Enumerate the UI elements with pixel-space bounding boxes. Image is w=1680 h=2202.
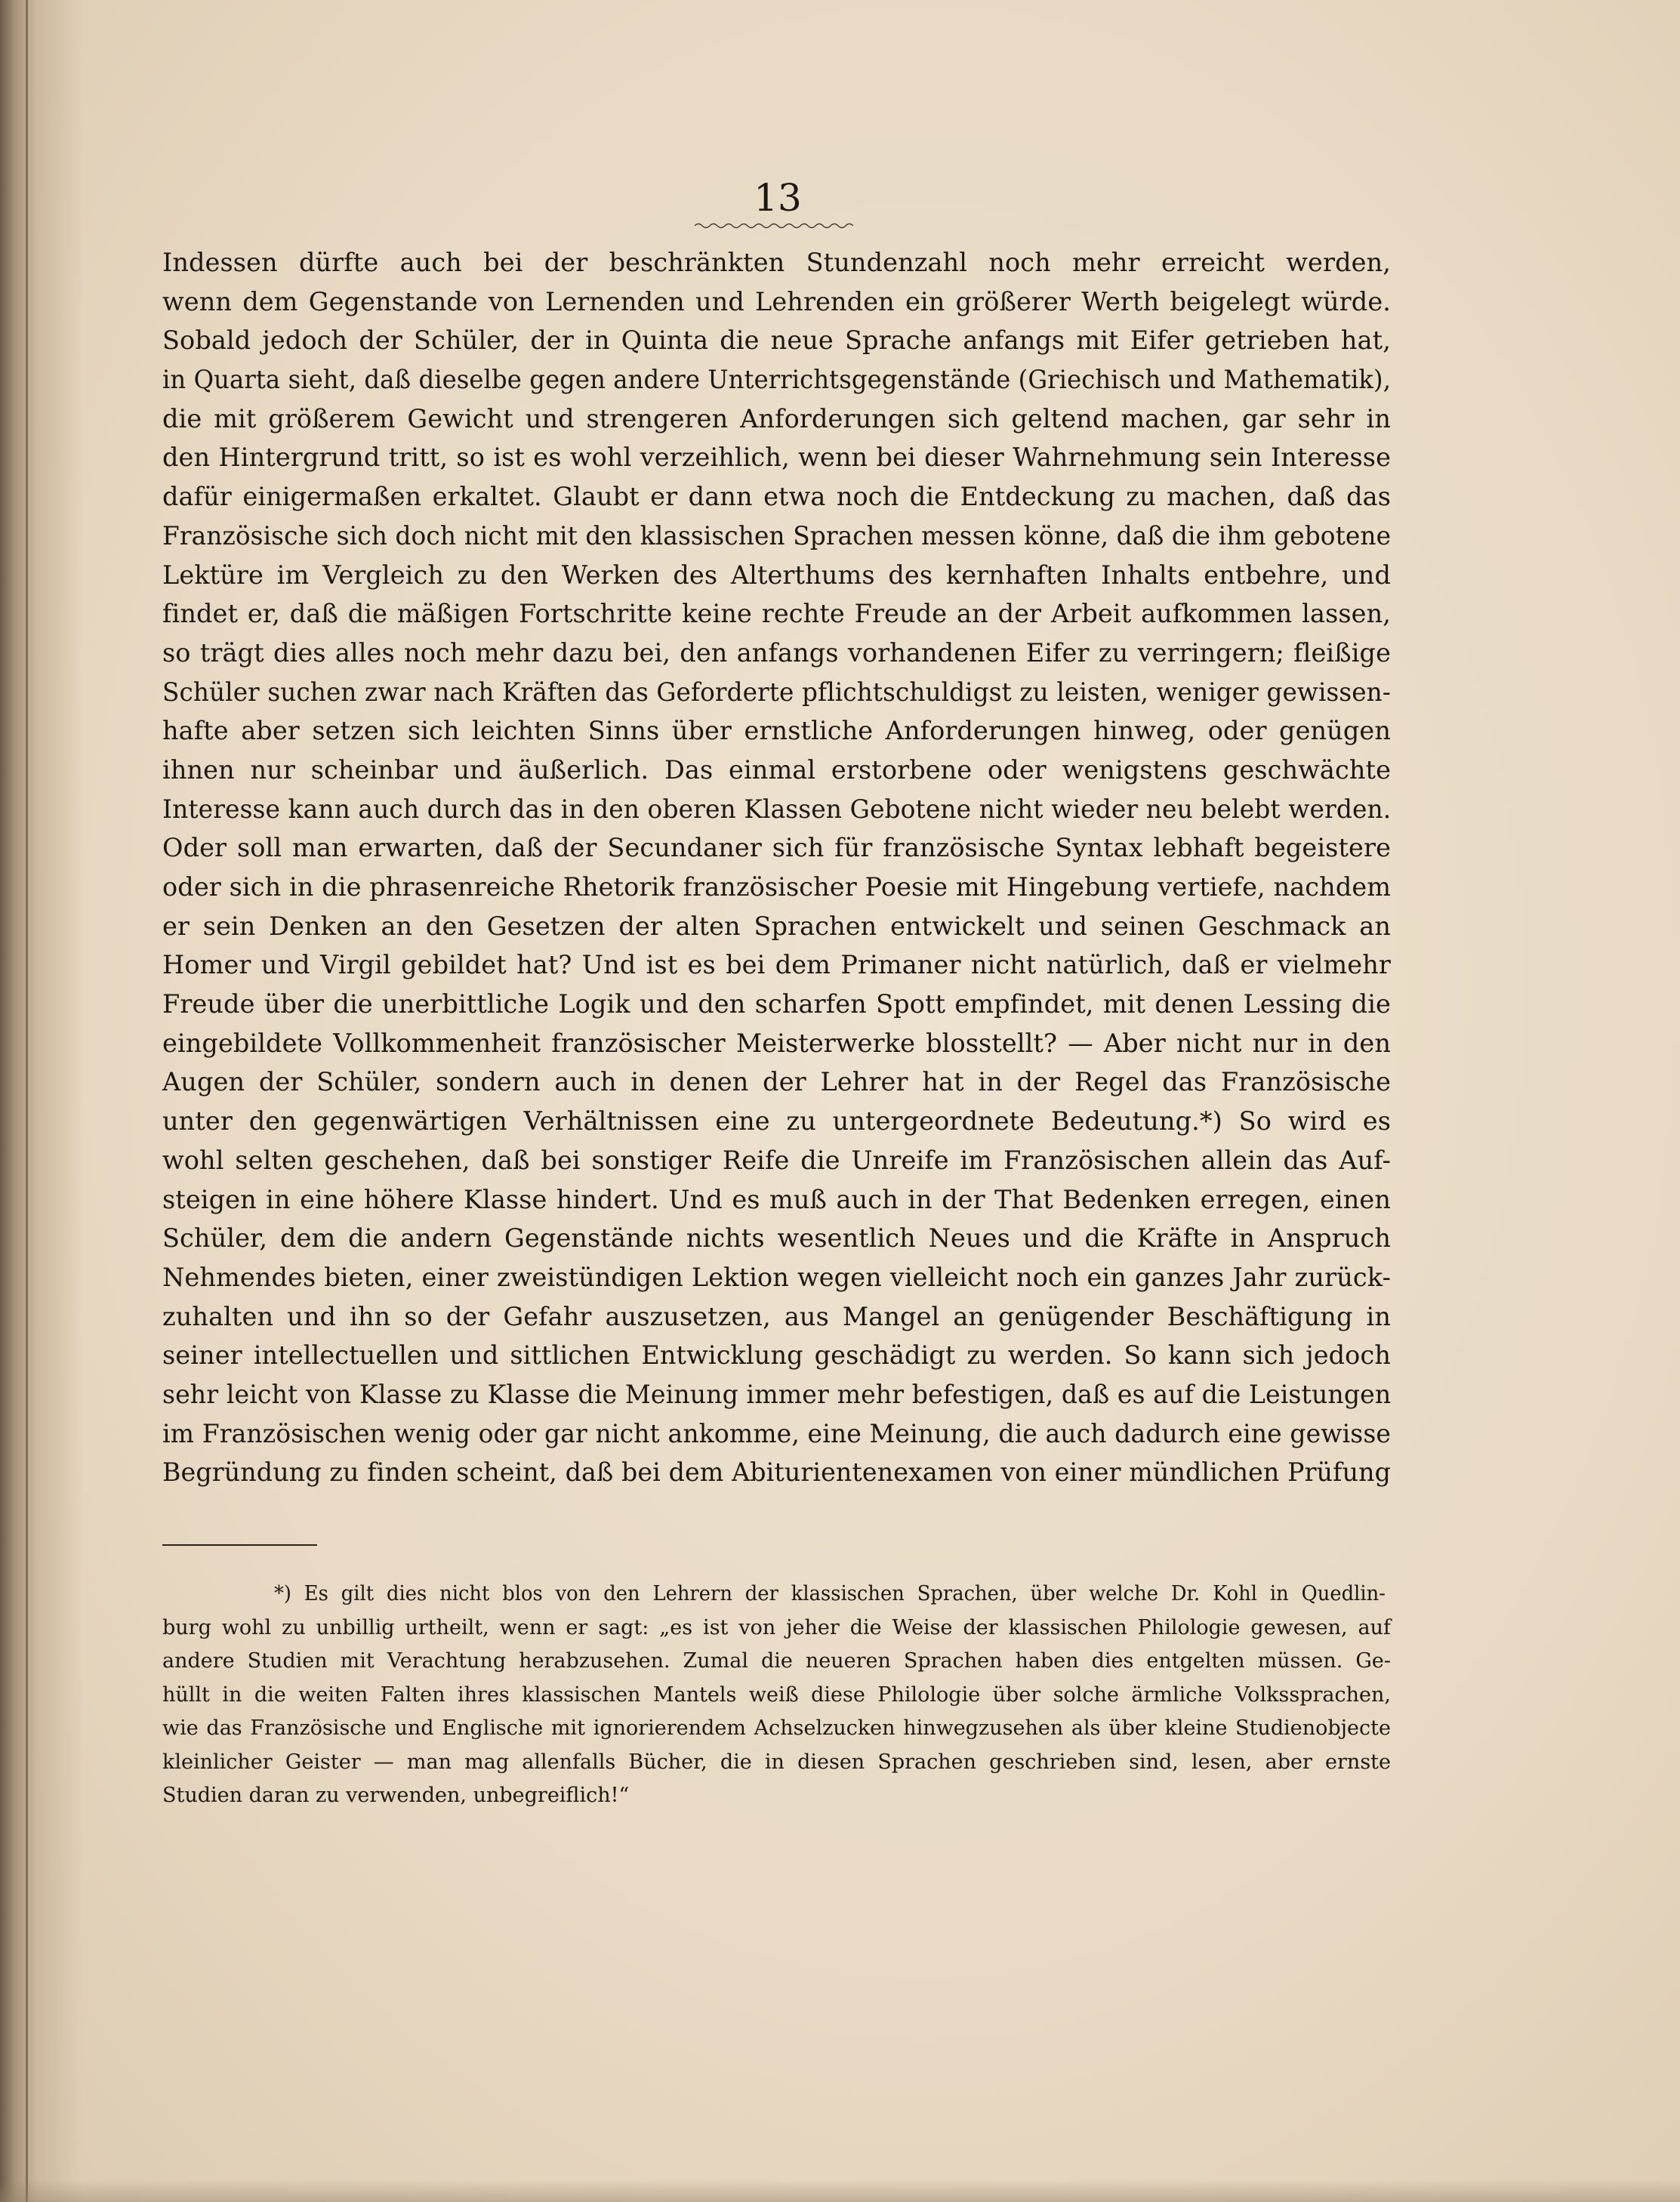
page-bottom-shadow [0, 2179, 1680, 2202]
text-line: den Hintergrund tritt, so ist es wohl verzeihlich, wenn bei dieser Wahrnehmung sein Interesse [162, 443, 1391, 473]
text-line: in Quarta sieht, daß dieselbe gegen andere Unterrichtsgegenstände (Griechisch und Mathematik), [162, 365, 1392, 395]
text-line: Schüler, dem die andern Gegenstände nichts wesentlich Neues und die Kräfte in Anspruch [162, 1223, 1391, 1254]
text-line: steigen in eine höhere Klasse hindert. Und es muß auch in der That Bedenken erregen, einen [162, 1184, 1391, 1214]
text-line: Schüler suchen zwar nach Kräften das Geforderte pflichtschuldigst zu leisten, weniger gewissen- [162, 677, 1391, 707]
text-line: sehr leicht von Klasse zu Klasse die Meinung immer mehr befestigen, daß es auf die Leistungen [162, 1379, 1392, 1409]
text-line: dafür einigermaßen erkaltet. Glaubt er dann etwa noch die Entdeckung zu machen, daß das [162, 482, 1391, 512]
text-line: unter den gegenwärtigen Verhältnissen eine zu untergeordnete Bedeutung.*) So wird es [162, 1106, 1391, 1136]
text-line: Oder soll man erwarten, daß der Secundaner sich für französische Syntax lebhaft begeistere [162, 833, 1391, 863]
text-line: hafte aber setzen sich leichten Sinns über ernstliche Anforderungen hinweg, oder genügen [162, 716, 1391, 746]
text-line: Homer und Virgil gebildet hat? Und ist es bei dem Primaner nicht natürlich, daß er vielmehr [162, 950, 1391, 980]
text-line: wohl selten geschehen, daß bei sonstiger Reife die Unreife im Französischen allein das Auf- [162, 1145, 1391, 1175]
footnote-line: hüllt in die weiten Falten ihres klassischen Mantels weiß diese Philologie über solche ärmliche Volkssprachen, [162, 1682, 1391, 1707]
text-line: Französische sich doch nicht mit den klassischen Sprachen messen könne, daß die ihm gebotene [162, 520, 1392, 550]
text-line: Nehmendes bieten, einer zweistündigen Lektion wegen vielleicht noch ein ganzes Jahr zurück- [162, 1262, 1391, 1292]
book-gutter-line [26, 0, 28, 2202]
footnote-line: kleinlicher Geister — man mag allenfalls Bücher, die in diesen Sprachen geschrieben sind, lesen, aber ernste [162, 1750, 1391, 1774]
text-line: Begründung zu finden scheint, daß bei dem Abiturientenexamen von einer mündlichen Prüfung [162, 1457, 1392, 1488]
page-number-ornament [695, 222, 853, 230]
footnote-block [162, 1577, 1391, 1813]
text-line: seiner intellectuellen und sittlichen Entwicklung geschädigt zu werden. So kann sich jedoch [162, 1340, 1391, 1371]
book-spine-shadow [0, 0, 83, 2202]
text-line: Lektüre im Vergleich zu den Werken des Alterthums des kernhaften Inhalts entbehre, und [162, 560, 1391, 590]
text-line: findet er, daß die mäßigen Fortschritte keine rechte Freude an der Arbeit aufkommen lassen, [162, 599, 1391, 629]
footnote-line: Studien daran zu verwenden, unbegreiflich!“ [162, 1784, 630, 1807]
text-line: oder sich in die phrasenreiche Rhetorik französischer Poesie mit Hingebung vertiefe, nachdem [162, 872, 1392, 902]
text-line: die mit größerem Gewicht und strengeren Anforderungen sich geltend machen, gar sehr in [162, 403, 1391, 433]
footnote-divider [162, 1544, 317, 1546]
text-line: zuhalten und ihn so der Gefahr auszusetzen, aus Mangel an genügender Beschäftigung in [162, 1301, 1391, 1331]
text-line: Interesse kann auch durch das in den oberen Klassen Gebotene nicht wieder neu belebt werden. [162, 794, 1392, 824]
footnote-line: *) Es gilt dies nicht blos von den Lehrern der klassischen Sprachen, über welche Dr. Kohl in Quedlin- [273, 1582, 1386, 1605]
text-line: wenn dem Gegenstande von Lernenden und Lehrenden ein größerer Werth beigelegt würde. [162, 286, 1391, 316]
text-line: Augen der Schüler, sondern auch in denen der Lehrer hat in der Regel das Französische [162, 1067, 1391, 1097]
text-line: er sein Denken an den Gesetzen der alten Sprachen entwickelt und seinen Geschmack an [162, 911, 1391, 941]
main-text-block [162, 243, 1391, 1492]
footnote-line: wie das Französische und Englische mit ignorierendem Achselzucken hinwegzusehen als über kleine Studienobjecte [162, 1716, 1391, 1740]
text-line: Indessen dürfte auch bei der beschränkten Stundenzahl noch mehr erreicht werden, [162, 248, 1391, 277]
text-line: Freude über die unerbittliche Logik und den scharfen Spott empfindet, mit denen Lessing die [162, 989, 1391, 1019]
text-line: im Französischen wenig oder gar nicht ankomme, eine Meinung, die auch dadurch eine gewisse [162, 1418, 1392, 1448]
text-line: so trägt dies alles noch mehr dazu bei, den anfangs vorhandenen Eifer zu verringern; fleißige [162, 637, 1391, 668]
footnote-line: burg wohl zu unbillig urtheilt, wenn er sagt: „es ist von jeher die Weise der klassischen Philologie gewesen, auf [162, 1615, 1391, 1639]
text-line: ihnen nur scheinbar und äußerlich. Das einmal erstorbene oder wenigstens geschwächte [162, 754, 1391, 785]
text-line: eingebildete Vollkommenheit französischer Meisterwerke blosstellt? — Aber nicht nur in den [162, 1028, 1391, 1058]
footnote-line: andere Studien mit Verachtung herabzusehen. Zumal die neueren Sprachen haben dies entgelten müssen. Ge- [162, 1649, 1391, 1673]
page-number: 13 [754, 176, 802, 220]
text-line: Sobald jedoch der Schüler, der in Quinta die neue Sprache anfangs mit Eifer getrieben hat, [162, 325, 1391, 356]
